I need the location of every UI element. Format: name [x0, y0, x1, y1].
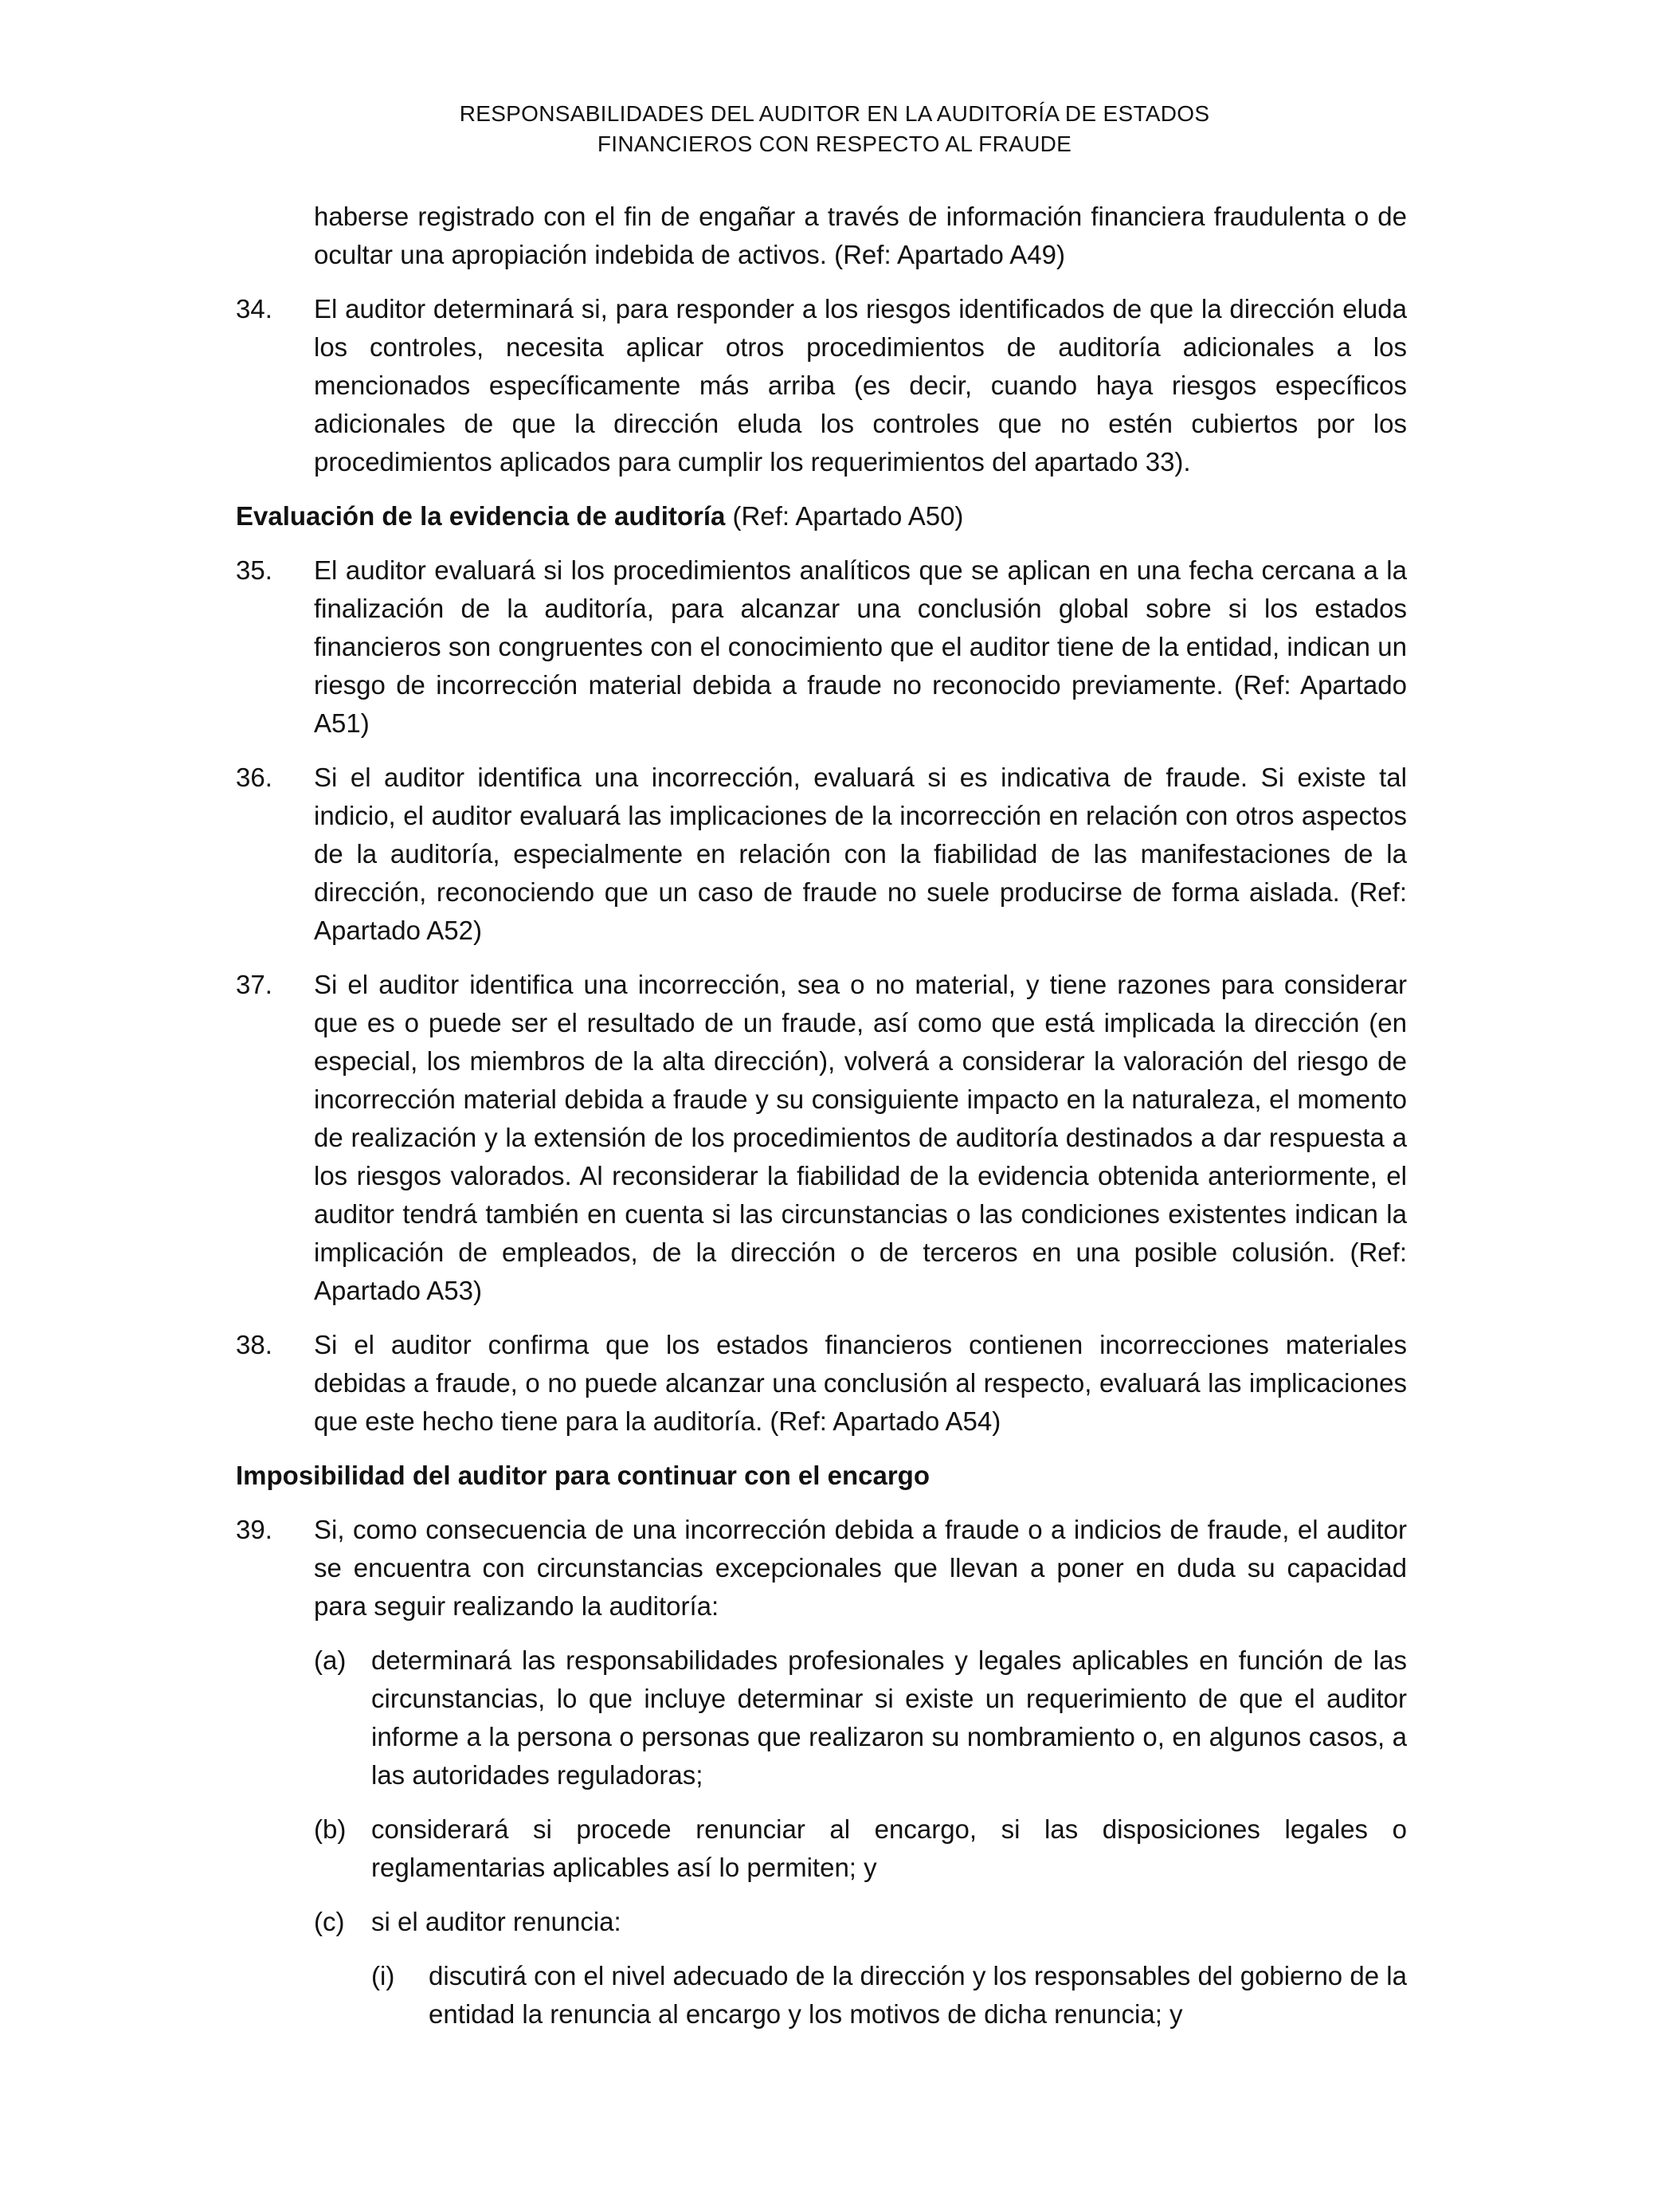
paragraph-number: 36.: [236, 763, 272, 792]
heading-bold: Evaluación de la evidencia de auditoría: [236, 501, 726, 531]
list-item-label: (c): [314, 1907, 345, 1936]
paragraph-number: 34.: [236, 294, 272, 324]
header-line-2: FINANCIEROS CON RESPECTO AL FRAUDE: [597, 131, 1072, 156]
list-item-text: considerará si procede renunciar al encargo, si las disposiciones legales o reglamentarias aplicables así lo permiten; y: [371, 1814, 1407, 1882]
paragraph-38: [236, 1326, 1407, 1441]
section-heading-imposibilidad: [236, 1457, 1407, 1495]
list-item-a: [236, 1641, 1407, 1794]
paragraph-text: Si el auditor confirma que los estados financieros contienen incorrecciones materiales debidas a fraude, o no puede alcanzar una conclusión al respecto, evaluará las implicaciones que este hecho tiene para la auditoría. (Ref: Apartado A54): [314, 1330, 1407, 1436]
continuation-paragraph: haberse registrado con el fin de engañar a través de información financiera fraudulenta o de ocultar una apropiación indebida de activos. (Ref: Apartado A49): [314, 202, 1407, 269]
list-item-label: (a): [314, 1645, 347, 1675]
list-item-c: [236, 1903, 1407, 1941]
section-heading-evaluacion: [236, 497, 1407, 535]
paragraph-text: Si el auditor identifica una incorrección, evaluará si es indicativa de fraude. Si existe tal indicio, el auditor evaluará las implicaciones de la incorrección en relación con otros aspectos de la auditoría, especialmente en relación con la fiabilidad de las manifestaciones de la dirección, reconociendo que un caso de fraude no suele producirse de forma aislada. (Ref: Apartado A52): [314, 763, 1407, 945]
paragraph-36: [236, 759, 1407, 950]
heading-ref: (Ref: Apartado A50): [725, 501, 964, 531]
paragraph-number: 39.: [236, 1515, 272, 1544]
paragraph-35: [236, 551, 1407, 743]
list-item-text: determinará las responsabilidades profesionales y legales aplicables en función de las circunstancias, lo que incluye determinar si existe un requerimiento de que el auditor informe a la persona o personas que realizaron su nombramiento o, en algunos casos, a las autoridades reguladoras;: [371, 1645, 1407, 1790]
paragraph-37: [236, 966, 1407, 1310]
paragraph-text: Si, como consecuencia de una incorrección debida a fraude o a indicios de fraude, el auditor se encuentra con circunstancias excepcionales que llevan a poner en duda su capacidad para seguir realizando la auditoría:: [314, 1515, 1407, 1621]
paragraph-34: [236, 290, 1407, 481]
paragraph-number: 35.: [236, 555, 272, 585]
list-item-b: [236, 1810, 1407, 1887]
paragraph-text: El auditor evaluará si los procedimientos analíticos que se aplican en una fecha cercana a la finalización de la auditoría, para alcanzar una conclusión global sobre si los estados financieros son congruentes con el conocimiento que el auditor tiene de la entidad, indican un riesgo de incorrección material debida a fraude no reconocido previamente. (Ref: Apartado A51): [314, 555, 1407, 738]
paragraph-39: [236, 1511, 1407, 1626]
list-item-label: (b): [314, 1814, 347, 1844]
list-item-text: discutirá con el nivel adecuado de la dirección y los responsables del gobierno de la entidad la renuncia al encargo y los motivos de dicha renuncia; y: [429, 1961, 1407, 2029]
page-header: [0, 99, 1669, 159]
paragraph-number: 38.: [236, 1330, 272, 1359]
document-body: [236, 198, 1407, 2034]
paragraph-text: El auditor determinará si, para responder a los riesgos identificados de que la dirección eluda los controles, necesita aplicar otros procedimientos de auditoría adicionales a los mencionados específicamente más arriba (es decir, cuando haya riesgos específicos adicionales de que la dirección eluda los controles que no estén cubiertos por los procedimientos aplicados para cumplir los requerimientos del apartado 33).: [314, 294, 1407, 477]
list-item-label: (i): [371, 1961, 395, 1990]
list-item-c-i: [236, 1957, 1407, 2034]
header-line-1: RESPONSABILIDADES DEL AUDITOR EN LA AUDITORÍA DE ESTADOS: [459, 101, 1210, 126]
list-item-text: si el auditor renuncia:: [371, 1907, 621, 1936]
paragraph-number: 37.: [236, 970, 272, 999]
paragraph-text: Si el auditor identifica una incorrección, sea o no material, y tiene razones para considerar que es o puede ser el resultado de un fraude, así como que está implicada la dirección (en especial, los miembros de la alta dirección), volverá a considerar la valoración del riesgo de incorrección material debida a fraude y su consiguiente impacto en la naturaleza, el momento de realización y la extensión de los procedimientos de auditoría destinados a dar respuesta a los riesgos valorados. Al reconsiderar la fiabilidad de la evidencia obtenida anteriormente, el auditor tendrá también en cuenta si las circunstancias o las condiciones existentes indican la implicación de empleados, de la dirección o de terceros en una posible colusión. (Ref: Apartado A53): [314, 970, 1407, 1305]
heading-bold: Imposibilidad del auditor para continuar con el encargo: [236, 1461, 930, 1490]
